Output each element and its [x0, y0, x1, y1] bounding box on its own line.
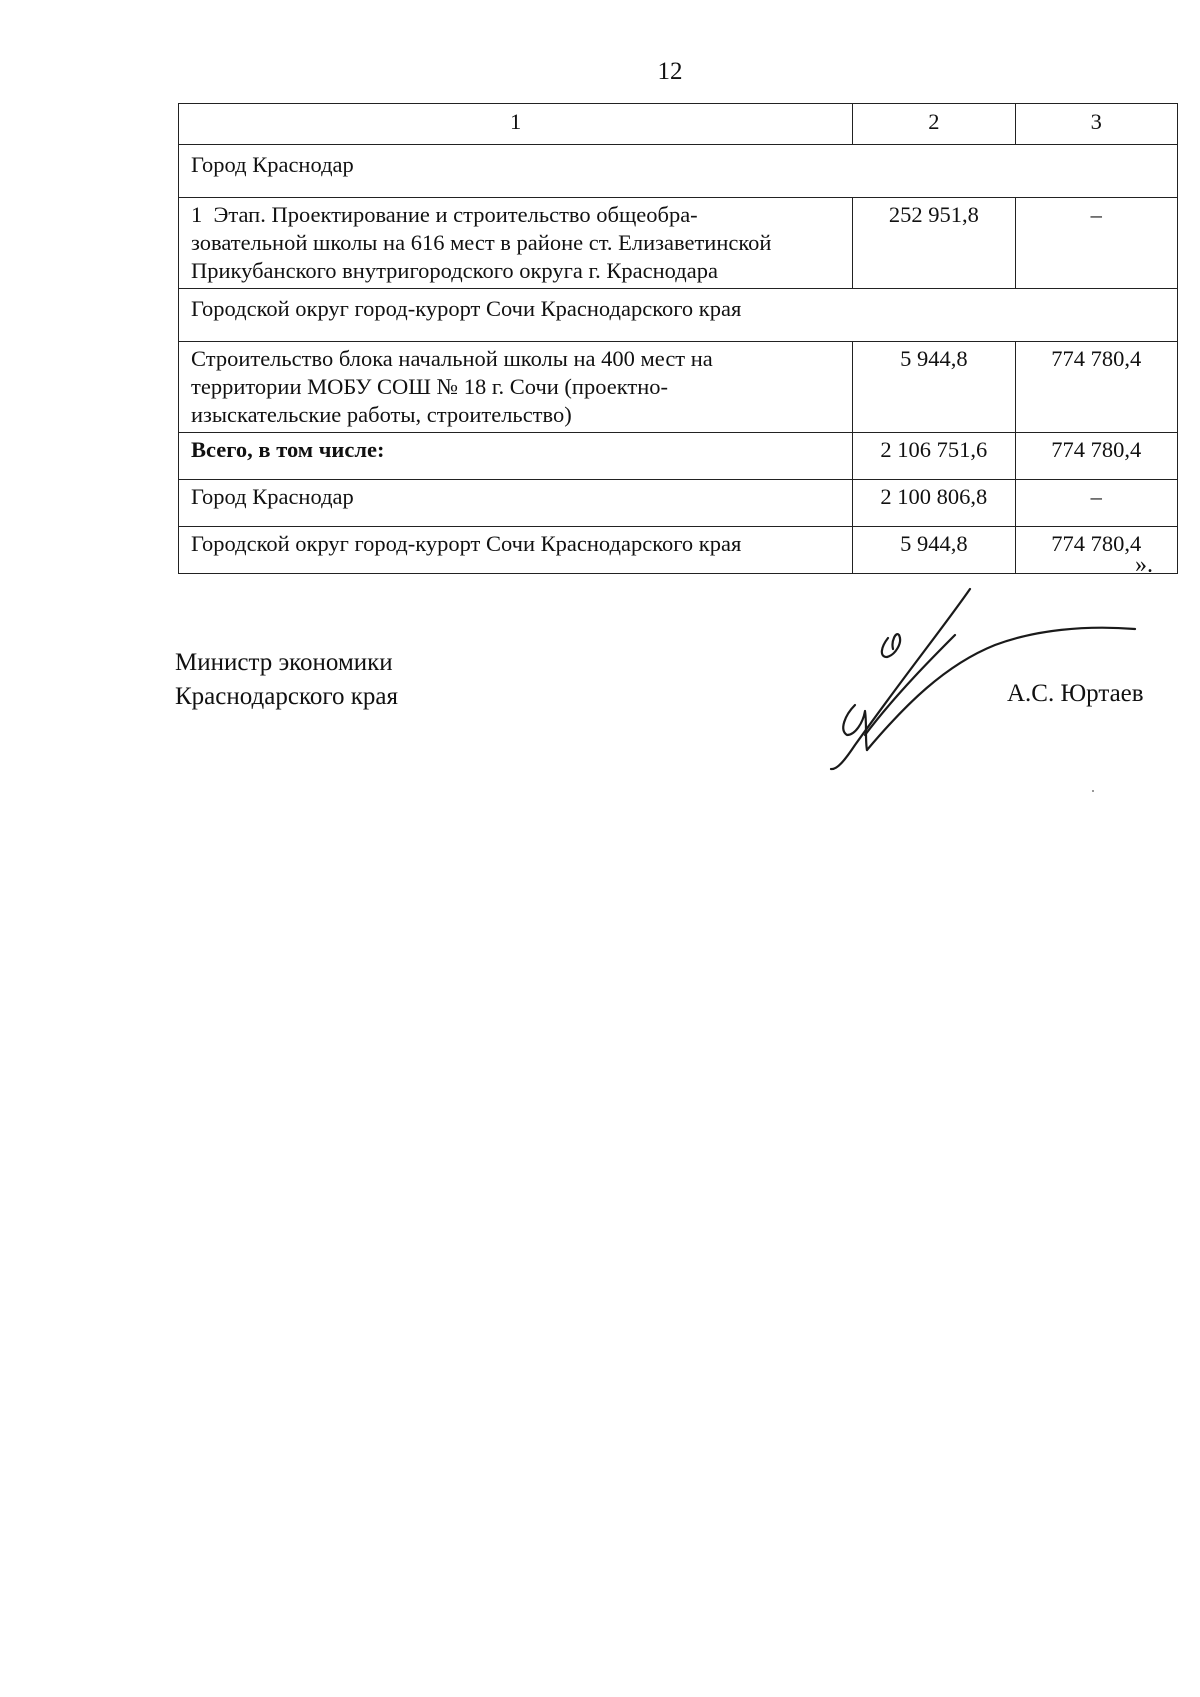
subtotal-col-2: 2 100 806,8 — [853, 480, 1015, 527]
total-col-2: 2 106 751,6 — [853, 433, 1015, 480]
scan-artifact — [1092, 790, 1094, 792]
header-col-3: 3 — [1015, 104, 1177, 145]
page-number: 12 — [657, 58, 683, 85]
signatory-position — [175, 646, 398, 714]
closing-quote: ». — [1135, 552, 1153, 578]
budget-table — [178, 103, 1178, 574]
total-label: Всего, в том числе: — [179, 433, 853, 480]
subtotal-label: Город Краснодар — [179, 480, 853, 527]
amount-col-2: 252 951,8 — [853, 198, 1015, 289]
project-description: 1 Этап. Проектирование и строительство общеобра- зовательной школы на 616 мест в районе ст. Елизаветинской Прикубанского внутригородского округа г. Краснодара — [179, 198, 853, 289]
project-description: Строительство блока начальной школы на 400 мест на территории МОБУ СОШ № 18 г. Сочи (проектно- изыскательские работы, строительство) — [179, 342, 853, 433]
subtotal-row-krasnodar — [179, 480, 1178, 527]
position-line-2: Краснодарского края — [175, 683, 398, 710]
subtotal-col-3: – — [1015, 480, 1177, 527]
subtotal-label: Городской округ город-курорт Сочи Краснодарского края — [179, 527, 853, 574]
total-row — [179, 433, 1178, 480]
section-title: Городской округ город-курорт Сочи Краснодарского края — [179, 289, 1178, 342]
section-row-sochi — [179, 289, 1178, 342]
table-header-row — [179, 104, 1178, 145]
signatory-name: А.С. Юртаев — [1007, 680, 1144, 707]
subtotal-col-2: 5 944,8 — [853, 527, 1015, 574]
amount-col-2: 5 944,8 — [853, 342, 1015, 433]
amount-col-3: – — [1015, 198, 1177, 289]
section-title: Город Краснодар — [179, 145, 1178, 198]
table-row — [179, 342, 1178, 433]
section-row-krasnodar — [179, 145, 1178, 198]
subtotal-row-sochi — [179, 527, 1178, 574]
subtotal-col-3: 774 780,4 — [1015, 527, 1177, 574]
header-col-1: 1 — [179, 104, 853, 145]
total-col-3: 774 780,4 — [1015, 433, 1177, 480]
amount-col-3: 774 780,4 — [1015, 342, 1177, 433]
position-line-1: Министр экономики — [175, 649, 393, 676]
table-row — [179, 198, 1178, 289]
header-col-2: 2 — [853, 104, 1015, 145]
